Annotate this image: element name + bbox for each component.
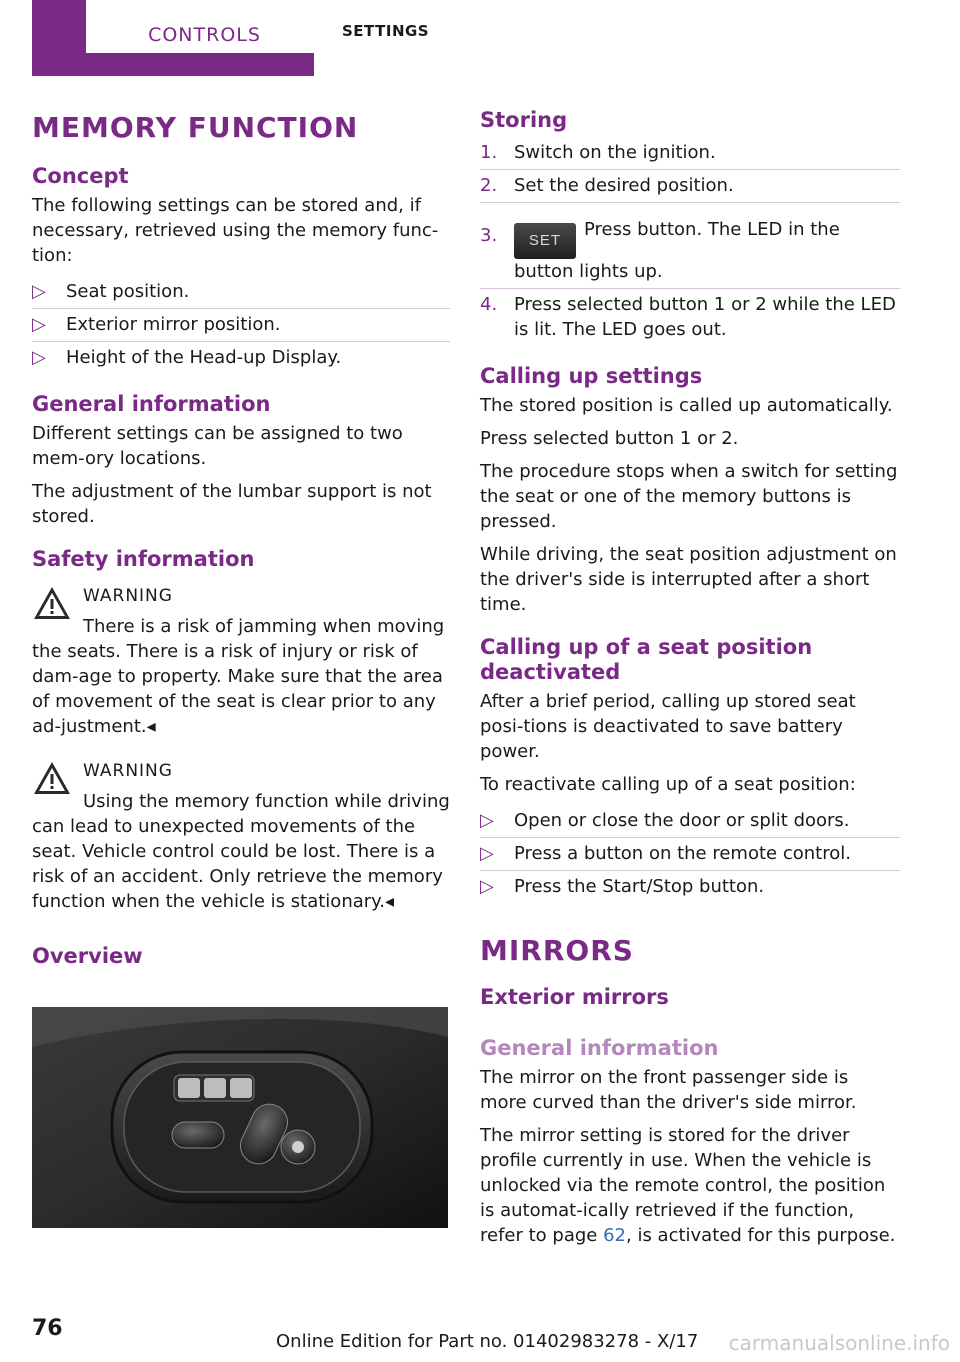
- deactivated-section: [480, 635, 900, 903]
- calling-up-heading: Calling up settings: [480, 364, 703, 388]
- list-item: [480, 805, 900, 838]
- page-number: 76: [32, 1316, 63, 1341]
- general-info-heading: General information: [32, 392, 271, 416]
- storing-heading: Storing: [480, 108, 568, 132]
- mirror-p2-text-end: , is activated for this purpose.: [626, 1225, 896, 1246]
- warning-block: [32, 759, 450, 914]
- watermark: carmanualsonline.info: [728, 1331, 950, 1355]
- warning-triangle-icon: [32, 584, 72, 622]
- list-item: [32, 276, 450, 309]
- triangle-bullet-icon: ▷: [32, 281, 46, 302]
- exterior-mirrors-heading: Exterior mirrors: [480, 985, 669, 1009]
- calling-up-p1: The stored position is called up automatically.: [480, 395, 893, 416]
- step-number: 4.: [480, 294, 498, 315]
- left-column: [32, 108, 450, 973]
- warning-block: [32, 584, 450, 739]
- calling-up-p4: While driving, the seat position adjustment on the driver's side is interrupted after a short time.: [480, 544, 897, 615]
- set-button-icon: SET: [514, 223, 576, 259]
- calling-up-p3: The procedure stops when a switch for setting the seat or one of the memory buttons is pressed.: [480, 461, 898, 532]
- storing-steps: [480, 137, 900, 346]
- triangle-bullet-icon: ▷: [32, 314, 46, 335]
- list-item-text: Seat position.: [66, 281, 190, 302]
- memory-function-title: MEMORY FUNCTION: [32, 111, 359, 144]
- mirror-p1: The mirror on the front passenger side is more curved than the driver's side mirror.: [480, 1067, 857, 1113]
- mirror-p2-text: The mirror setting is stored for the driver profile currently in use. When the vehicle is unlocked via the remote control, the position is automat-ically retrieved if the function, refer to page: [480, 1125, 886, 1246]
- warning-title: WARNING: [83, 761, 173, 781]
- page-link[interactable]: 62: [603, 1225, 626, 1246]
- deactivated-heading: Calling up of a seat position deactivated: [480, 635, 813, 684]
- seat-controls-photo: [32, 1007, 448, 1228]
- list-item-text: Exterior mirror position.: [66, 314, 281, 335]
- step-text: Press selected button 1 or 2 while the LED is lit. The LED goes out.: [514, 294, 896, 340]
- header-tab-label: CONTROLS: [86, 0, 323, 53]
- list-item-text: Open or close the door or split doors.: [514, 810, 850, 831]
- step-number: 2.: [480, 175, 498, 196]
- edition-text: Online Edition for Part no. 01402983278 - X/17: [276, 1331, 699, 1352]
- step-text: Press button. The LED in the button lights up.: [514, 219, 840, 282]
- list-item-text: Height of the Head-up Display.: [66, 347, 342, 368]
- list-item: [32, 309, 450, 342]
- step-number: 3.: [480, 225, 498, 246]
- warning-title: WARNING: [83, 586, 173, 606]
- header-section-settings[interactable]: SETTINGS: [342, 22, 430, 40]
- mirror-p2: [480, 1123, 900, 1248]
- list-item: [480, 170, 900, 203]
- concept-text: The following settings can be stored and, if necessary, retrieved using the memory func-tion:: [32, 195, 439, 266]
- general-info-p2: The adjustment of the lumbar support is not stored.: [32, 481, 432, 527]
- calling-up-section: [480, 364, 900, 617]
- mirrors-title: MIRRORS: [480, 934, 634, 967]
- mirror-general-heading: General information: [480, 1036, 719, 1060]
- step-number: 1.: [480, 142, 498, 163]
- list-item: [32, 342, 450, 374]
- step-text: Switch on the ignition.: [514, 142, 716, 163]
- overview-section: [32, 944, 450, 969]
- deactivated-p1: After a brief period, calling up stored seat posi-tions is deactivated to save battery power.: [480, 691, 856, 762]
- concept-list: [32, 276, 450, 374]
- overview-heading: Overview: [32, 944, 143, 968]
- triangle-bullet-icon: ▷: [480, 810, 494, 831]
- reactivate-list: [480, 805, 900, 903]
- general-info-p1: Different settings can be assigned to two mem-ory locations.: [32, 423, 403, 469]
- general-info-section: [32, 392, 450, 529]
- warning-triangle-icon: [32, 759, 72, 797]
- list-item-text: Press the Start/Stop button.: [514, 876, 765, 897]
- safety-section: [32, 547, 450, 914]
- safety-heading: Safety information: [32, 547, 255, 571]
- list-item-text: Press a button on the remote control.: [514, 843, 851, 864]
- concept-heading: Concept: [32, 164, 129, 188]
- warning-text: Using the memory function while driving can lead to unexpected movements of the seat. Vehicle control could be lost. There is a risk of an accident. Only retrieve the memory function when the vehicle is stationary.◂: [32, 791, 450, 912]
- triangle-bullet-icon: ▷: [480, 843, 494, 864]
- list-item: [480, 838, 900, 871]
- list-item: [480, 203, 900, 289]
- step-text: Set the desired position.: [514, 175, 734, 196]
- triangle-bullet-icon: ▷: [480, 876, 494, 897]
- warning-text: There is a risk of jamming when moving the seats. There is a risk of injury or risk of dam-age to property. Make sure that the area of movement of the seat is clear prior to any ad-justment.◂: [32, 616, 445, 737]
- list-item: [480, 871, 900, 903]
- calling-up-p2: Press selected button 1 or 2.: [480, 428, 739, 449]
- deactivated-p2: To reactivate calling up of a seat position:: [480, 774, 856, 795]
- list-item: [480, 137, 900, 170]
- right-column: [480, 108, 900, 1256]
- header-tab-controls[interactable]: [32, 0, 314, 76]
- list-item: [480, 289, 900, 346]
- triangle-bullet-icon: ▷: [32, 347, 46, 368]
